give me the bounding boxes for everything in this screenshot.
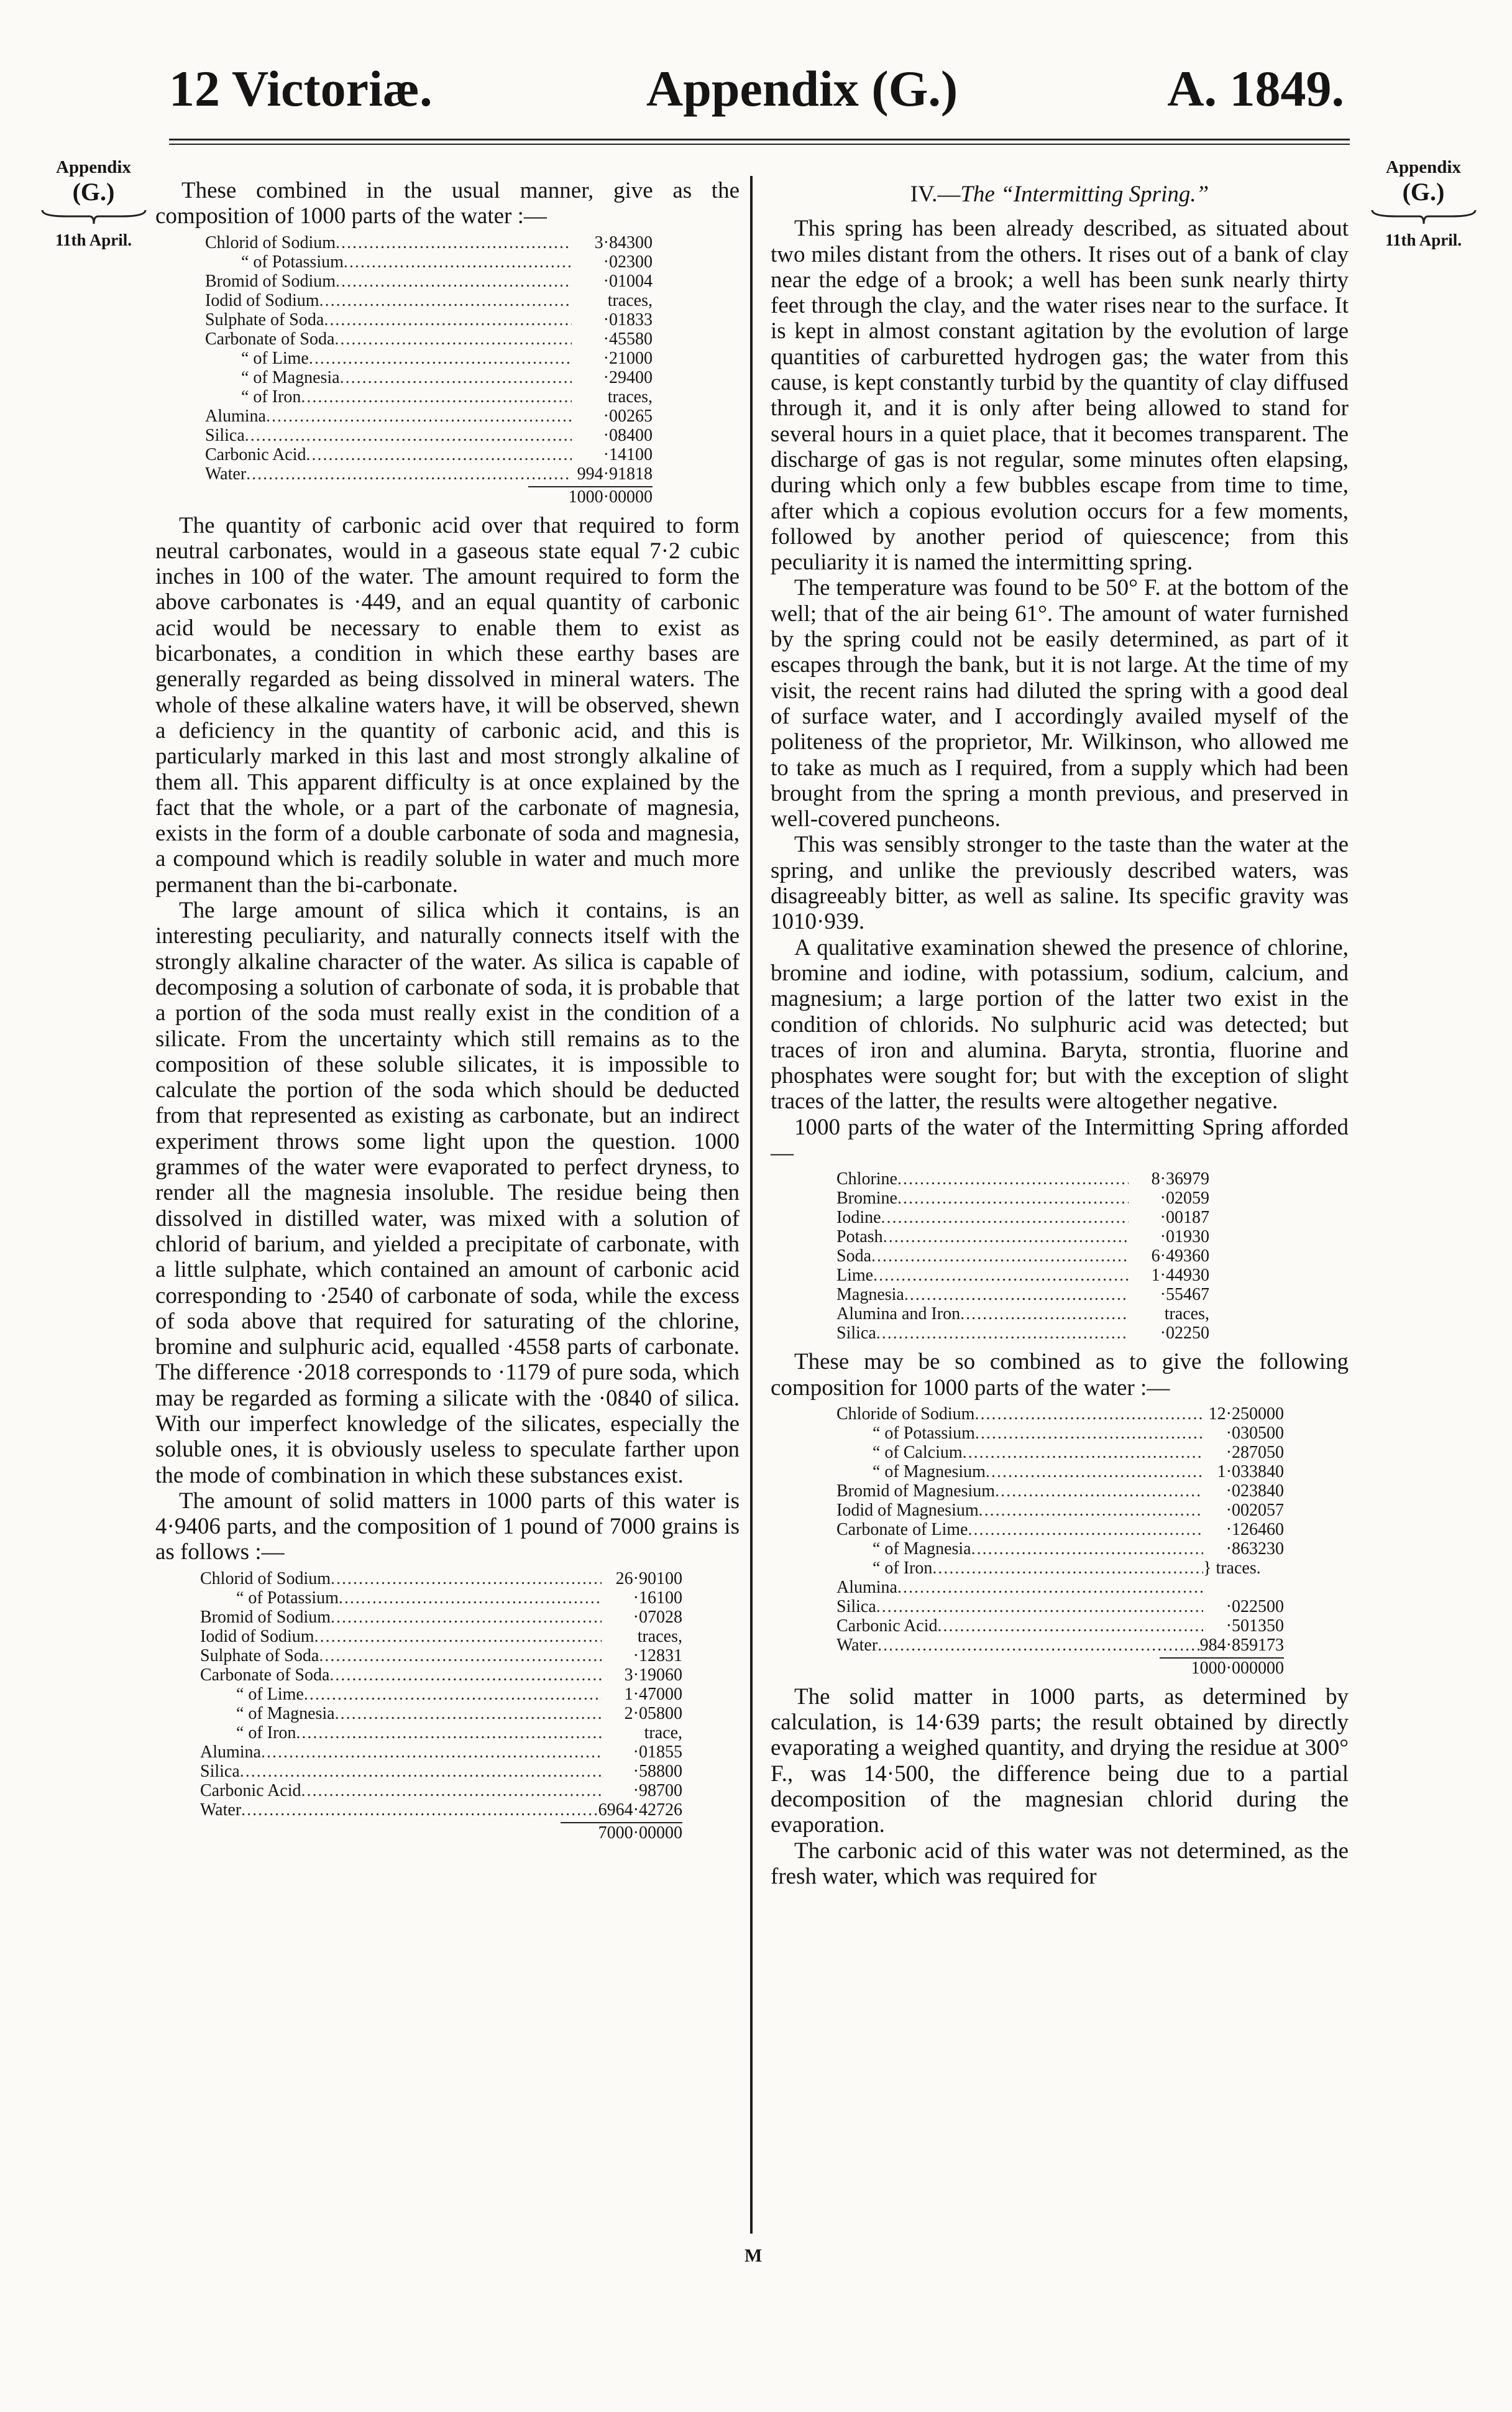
table-row-value: ·21000 — [603, 348, 653, 368]
table-row-label: Soda — [836, 1246, 871, 1266]
table-row-label: “ of Iron — [241, 387, 301, 407]
table-row-label: “ of Potassium — [236, 1588, 339, 1608]
table-row-value: traces, — [637, 1626, 682, 1646]
header-left: 12 Victoriæ. — [169, 60, 433, 117]
table-row-value: ·01930 — [1160, 1227, 1209, 1247]
header-rule-bottom — [169, 144, 1350, 145]
table-row-value: 1·47000 — [624, 1684, 682, 1704]
paragraph: This spring has been already described, as situated about two miles distant from the others. It rises out of a bank of clay near the edge of a brook; a well has been sunk nearly thirty feet through the clay, and the water rises near to the surface. It is kept in almost constant agitation by the evolution of large quantities of carburetted hydrogen gas; the water from this cause, is kept constantly turbid by the quantity of clay diffused through it, and it is only after being allowed to stand for several hours in a quiet place, that it becomes transparent. The discharge of gas is not regular, some minutes often elapsing, during which only a few bubbles escape from time to time, after which a copious evolution occurs for a few moments, followed by another period of quiescence; from this peculiarity it is named the intermitting spring. — [771, 216, 1349, 576]
header-right: A. 1849. — [1167, 60, 1344, 117]
header-rule-top — [169, 139, 1350, 140]
paragraph: The quantity of carbonic acid over that required to form neutral carbonates, would in a gaseous state equal 7·2 cubic inches in 100 of the water. The amount required to form the above carbonates is ·449, and an equal quantity of carbonic acid would be necessary to enable them to exist as bicarbonates, a condition in which these earthy bases are generally regarded as being dissolved in mineral waters. The whole of these alkaline waters have, it will be observed, shewn a deficiency in the quantity of carbonic acid, and this is particularly marked in this last and most strongly alkaline of them all. This apparent difficulty is at once explained by the fact that the whole, or a part of the carbonate of magnesia, exists in the form of a double carbonate of soda and magnesia, a compound which is readily soluble in water and much more permanent than the bi-carbonate. — [155, 512, 740, 898]
table-row-label: Bromid of Sodium — [200, 1607, 331, 1627]
paragraph: The carbonic acid of this water was not determined, as the fresh water, which was required for — [771, 1838, 1349, 1889]
table-total: 1000·000000 — [1191, 1658, 1284, 1678]
table-row-value: 1·44930 — [1151, 1266, 1209, 1286]
table-row-value: traces, — [607, 387, 653, 407]
table-row-label: Chlorid of Sodium — [200, 1568, 331, 1588]
table-row-label: Water — [205, 464, 247, 484]
table-row-value: ·126460 — [1226, 1519, 1284, 1539]
table-row-label: Carbonate of Lime — [836, 1519, 968, 1539]
table-row-label: Alumina and Iron — [836, 1304, 961, 1324]
table-row-value: ·07028 — [633, 1607, 682, 1627]
table-row-label: Alumina — [205, 406, 266, 426]
table-row-label: “ of Calcium — [873, 1442, 963, 1462]
section-title: The “Intermitting Spring.” — [960, 182, 1209, 207]
table-row-label: Iodid of Magnesium — [836, 1500, 979, 1520]
table-row-label: “ of Iron — [236, 1723, 296, 1742]
table-row-value: ·12831 — [633, 1646, 682, 1665]
printer-signature: M — [745, 2245, 763, 2266]
table-row-label: Carbonate of Soda — [205, 329, 335, 349]
table-row-label: “ of Magnesium — [873, 1461, 986, 1481]
table-row-label: “ of Lime — [241, 348, 309, 368]
table-row-value: } traces. — [1203, 1558, 1261, 1578]
table-row-value: 12·250000 — [1208, 1404, 1284, 1424]
table-row-label: Potash — [836, 1227, 883, 1247]
column-divider — [750, 176, 753, 2234]
table-row-value: 6·49360 — [1151, 1246, 1209, 1266]
brace-icon — [41, 208, 147, 225]
paragraph: This was sensibly stronger to the taste than the water at the spring, and unlike the previously described waters, was disagreeably bitter, as well as saline. Its specific gravity was 1010·939. — [771, 832, 1349, 935]
paragraph: The solid matter in 1000 parts, as determined by calculation, is 14·639 parts; the result obtained by directly evaporating a weighed quantity, and drying the residue at 300° F., was 14·500, the difference being due to a partial decomposition of the magnesian chlorid during the evaporation. — [771, 1683, 1349, 1838]
table-row-label: “ of Magnesia — [241, 367, 340, 387]
table-row-label: “ of Magnesia — [873, 1539, 971, 1558]
table-row-value: ·030500 — [1226, 1423, 1284, 1443]
table-row-value: 1·033840 — [1217, 1461, 1284, 1481]
table-row-label: Magnesia — [836, 1285, 904, 1305]
table-row-value: ·863230 — [1226, 1539, 1284, 1558]
table-row-value: ·002057 — [1226, 1500, 1284, 1520]
table-row-label: Silica — [205, 425, 245, 445]
table-row-value: ·02250 — [1160, 1323, 1209, 1343]
margin-note-left — [36, 157, 151, 250]
table-row-value: 8·36979 — [1151, 1169, 1209, 1189]
composition-table-1 — [205, 233, 653, 507]
table-row-label: Silica — [200, 1761, 240, 1781]
paragraph: The large amount of silica which it contains, is an interesting peculiarity, and naturally connects itself with the strongly alkaline character of the water. As silica is capable of decomposing a solution of carbonate of soda, it is probable that a portion of the soda must really exist in the condition of a silicate. From the uncertainty which still remains as to the composition of these soluble silicates, it is impossible to calculate the portion of the soda which should be deducted from that represented as existing as carbonate, but an indirect experiment throws some light upon the question. 1000 grammes of the water were evaporated to perfect dryness, to render all the magnesia insoluble. The residue being then dissolved in distilled water, was mixed with a solution of chlorid of barium, and yielded a precipitate of carbonate, with a little sulphate, which contained an amount of carbonic acid corresponding to ·2540 of carbonate of soda, while the excess of soda above that required for saturating of the chlorine, bromine and sulphuric acid, equalled ·4558 parts of carbonate. The difference ·2018 corresponds to ·1179 of pure soda, which may be regarded as forming a silicate with the ·0840 of silica. With our imperfect knowledge of the silicates, especially the soluble ones, it is obviously useless to speculate farther upon the mode of combination in which these substances exist. — [155, 898, 740, 1488]
header-title: Appendix (G.) — [646, 60, 958, 117]
table-row-value: traces, — [607, 290, 653, 310]
table-row-label: Bromid of Magnesium — [836, 1481, 996, 1501]
section-heading — [771, 182, 1349, 207]
table-row-label: “ of Iron — [873, 1558, 933, 1578]
margin-note-label: Appendix — [56, 157, 131, 177]
table-row-label: Sulphate of Soda — [205, 310, 324, 329]
table-row-value: ·287050 — [1226, 1442, 1284, 1462]
table-row-value: ·01004 — [603, 271, 653, 291]
table-row-value: ·01833 — [603, 310, 653, 329]
table-row-label: Carbonic Acid — [200, 1780, 301, 1800]
table-row-label: Chlorid of Sodium — [205, 232, 336, 252]
paragraph: The temperature was found to be 50° F. at the bottom of the well; that of the air being 61°. The amount of water furnished by the spring could not be easily determined, as part of it escapes through the bank, but it is not large. At the time of my visit, the recent rains had diluted the spring with a good deal of surface water, and I accordingly availed myself of the politeness of the proprietor, Mr. Wilkinson, who allowed me to take as much as I required, from a supply which had been brought from the spring a month previous, and preserved in well-covered puncheons. — [771, 575, 1349, 832]
table-row-value: ·02300 — [603, 252, 653, 272]
table-row-value: ·08400 — [603, 425, 653, 445]
table-total: 1000·00000 — [568, 487, 653, 507]
table-row-value: 26·90100 — [615, 1568, 682, 1588]
table-row-value: 3·19060 — [624, 1665, 682, 1685]
brace-icon — [1371, 208, 1477, 225]
table-row-label: Iodine — [836, 1208, 881, 1228]
table-row-value: trace, — [644, 1723, 682, 1742]
table-row-value: ·55467 — [1160, 1285, 1209, 1305]
composition-table-2 — [200, 1569, 682, 1843]
margin-note-right — [1366, 157, 1481, 250]
table-row-value: ·14100 — [603, 444, 653, 464]
table-row-value: ·45580 — [603, 329, 653, 349]
table-row-label: Chlorine — [836, 1169, 897, 1189]
table-row-label: Chloride of Sodium — [836, 1404, 975, 1424]
table-row-label: Sulphate of Soda — [200, 1646, 319, 1665]
table-row-value: ·29400 — [603, 367, 653, 387]
table-row-label: Iodid of Sodium — [205, 290, 319, 310]
left-column — [155, 178, 740, 1849]
right-column — [771, 182, 1349, 1889]
table-row-label: Lime — [836, 1266, 874, 1286]
table-row-label: Water — [200, 1800, 242, 1820]
table-row-value: 994·91818 — [577, 464, 653, 484]
margin-note-label: Appendix — [1386, 157, 1461, 177]
intro-paragraph: These combined in the usual manner, give as the composition of 1000 parts of the water :— — [155, 178, 740, 229]
table-row-value: ·98700 — [633, 1780, 682, 1800]
table-row-value: ·16100 — [633, 1588, 682, 1608]
table-row-value: 6964·42726 — [598, 1800, 682, 1820]
table-row-value: ·01855 — [633, 1742, 682, 1762]
section-number: IV.— — [910, 182, 961, 207]
paragraph: A qualitative examination shewed the presence of chlorine, bromine and iodine, with potassium, sodium, calcium, and magnesium; a large portion of the latter two exist in the condition of chlorids. No sulphuric acid was detected; but traces of iron and alumina. Baryta, strontia, fluorine and phosphates were sought for; but with the exception of slight traces of the latter, the results were altogether negative. — [771, 934, 1349, 1115]
table-row-value: 984·859173 — [1199, 1635, 1284, 1655]
margin-note-date: 11th April. — [55, 231, 132, 249]
table-row-label: Bromine — [836, 1189, 897, 1208]
table-row-value: ·00265 — [603, 406, 653, 426]
table-row-label: Carbonate of Soda — [200, 1665, 330, 1685]
margin-note-code: (G.) — [1402, 178, 1445, 206]
table-row-label: “ of Magnesia — [236, 1703, 335, 1723]
paragraph: The amount of solid matters in 1000 parts of this water is 4·9406 parts, and the composition of 1 pound of 7000 grains is as follows :— — [155, 1488, 740, 1565]
composition-table-4 — [836, 1404, 1284, 1678]
analysis-table-3 — [836, 1169, 1209, 1343]
table-row-label: Alumina — [836, 1577, 897, 1597]
table-row-label: “ of Lime — [236, 1684, 304, 1704]
table-row-label: Bromid of Sodium — [205, 271, 336, 291]
paragraph: These may be so combined as to give the following composition for 1000 parts of the water :— — [771, 1349, 1349, 1401]
table-row-label: “ of Potassium — [241, 252, 344, 272]
table-row-label: Water — [836, 1635, 878, 1655]
margin-note-code: (G.) — [72, 178, 115, 206]
table-row-label: Silica — [836, 1323, 876, 1343]
table-total: 7000·00000 — [598, 1823, 682, 1843]
table-row-value: ·00187 — [1160, 1208, 1209, 1228]
table-row-label: Silica — [836, 1596, 876, 1616]
paragraph: 1000 parts of the water of the Intermitting Spring afforded— — [771, 1114, 1349, 1166]
table-row-label: Carbonic Acid — [836, 1616, 938, 1636]
table-row-label: Alumina — [200, 1742, 261, 1762]
table-row-value: 3·84300 — [594, 232, 653, 252]
table-row-label: Carbonic Acid — [205, 444, 306, 464]
table-row-value: ·58800 — [633, 1761, 682, 1781]
table-row-label: Iodid of Sodium — [200, 1626, 314, 1646]
table-row-value: ·501350 — [1226, 1616, 1284, 1636]
table-row-value: ·023840 — [1226, 1481, 1284, 1501]
margin-note-date: 11th April. — [1385, 231, 1462, 249]
table-row-value: ·022500 — [1226, 1596, 1284, 1616]
table-row-value: ·02059 — [1160, 1189, 1209, 1208]
table-row-value: 2·05800 — [624, 1703, 682, 1723]
table-row-value: traces, — [1164, 1304, 1209, 1324]
table-row-label: “ of Potassium — [873, 1423, 975, 1443]
